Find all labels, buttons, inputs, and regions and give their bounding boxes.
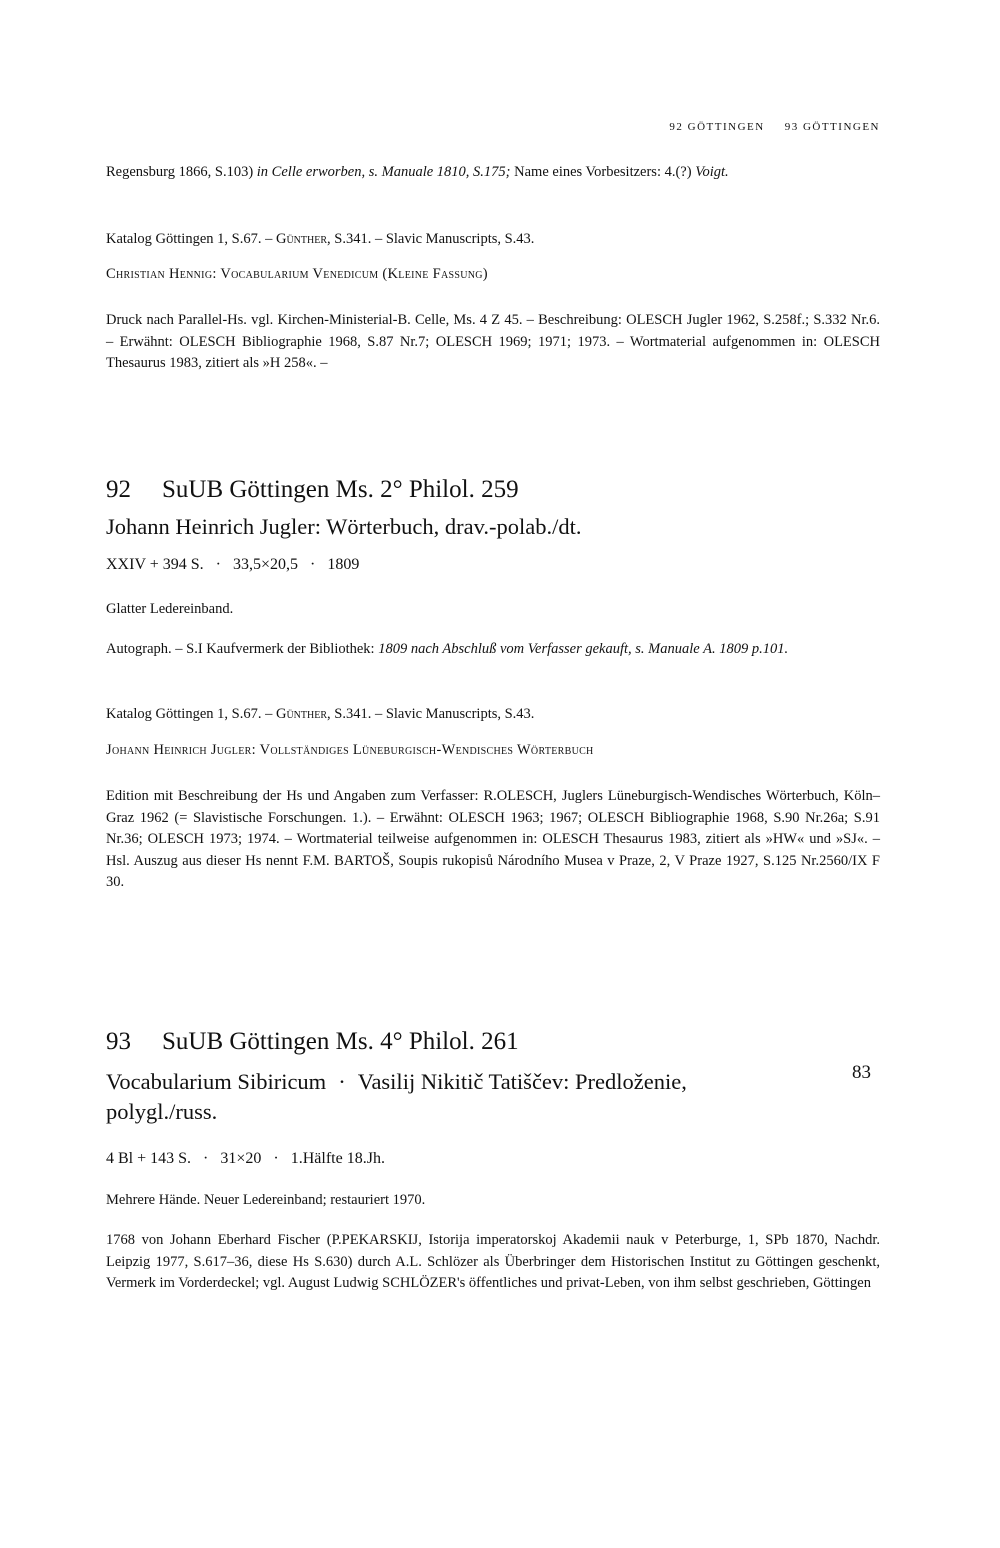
work-details-text: Druck nach Parallel-Hs. vgl. Kirchen-Ministerial-B. Celle, Ms. 4 Z 45. – Beschreibung: OLESCH Jugler 1962, S.258f.; S.332 Nr.6. – Erwähnt: OLESCH Bibliographie 1968, S.87 Nr.7; OLESCH 1969; 1971; 1973. – Wortmaterial aufgenommen in: OLESCH Thesaurus 1983, zitiert als »H 258«. – <box>106 312 880 371</box>
running-head-right: 93 GÖTTINGEN <box>784 121 880 133</box>
entry-date: 1.Hälfte 18.Jh. <box>290 1150 385 1167</box>
note-text: Autograph. – S.I Kaufvermerk der Bibliothek: <box>106 641 375 657</box>
entry-93-binding <box>106 1190 880 1212</box>
entry-92-note <box>106 639 880 661</box>
entry-title-part: Vocabularium Sibiricum <box>106 1069 327 1094</box>
work-details-text: Edition mit Beschreibung der Hs und Angaben zum Verfasser: R.OLESCH, Juglers Lüneburgisch-Wendisches Wörterbuch, Köln–Graz 1962 (= Slavistische Forschungen. 1.). – Erwähnt: OLESCH 1963; 1967; OLESCH Bibliographie 1968, S.90 Nr.26a; S.91 Nr.36; OLESCH 1973; 1974. – Wortmaterial teilweise aufgenommen in: OLESCH Thesaurus 1983, zitiert als »HW« und »SJ«. – Hsl. Auszug aus dieser Hs nennt F.M. BARTOŠ, Soupis rukopisů Národního Musea v Praze, 2, V Praze 1927, S.125 Nr.2560/IX F 30. <box>106 788 880 890</box>
entry-92-details <box>106 786 880 894</box>
catalog-text: Katalog Göttingen 1, S.67. – <box>106 231 273 247</box>
entry-shelfmark: SuUB Göttingen Ms. 2° Philol. 259 <box>162 476 519 503</box>
provenance-start: Regensburg 1866, S.103) <box>106 164 254 180</box>
work-title-text: Christian Hennig: Vocabularium Venedicum (Kleine Fassung) <box>106 266 488 282</box>
work-title <box>106 266 880 283</box>
binding-text: Glatter Ledereinband. <box>106 601 234 617</box>
entry-extent: 4 Bl + 143 S. <box>106 1150 192 1167</box>
entry-92-title <box>106 512 880 542</box>
entry-93-details <box>106 1230 880 1295</box>
catalog-text: Katalog Göttingen 1, S.67. – <box>106 706 273 722</box>
entry-92-work-title <box>106 742 880 759</box>
provenance-end: Name eines Vorbesitzers: 4.(?) <box>514 164 692 180</box>
provenance-italic-2: Voigt. <box>695 164 729 180</box>
entry-title: Johann Heinrich Jugler: Wörterbuch, drav.-polab./dt. <box>106 514 582 539</box>
entry-extent: XXIV + 394 S. <box>106 556 204 573</box>
running-head-left: 92 GÖTTINGEN <box>669 121 765 133</box>
provenance-paragraph <box>106 162 880 184</box>
note-italic: 1809 nach Abschluß vom Verfasser gekauft, s. Manuale A. 1809 p.101. <box>378 641 789 657</box>
binding-text: Mehrere Hände. Neuer Ledereinband; restauriert 1970. <box>106 1192 426 1208</box>
entry-92-physical: XXIV + 394 S. · 33,5×20,5 · 1809 <box>106 556 360 573</box>
entry-92-binding <box>106 599 880 621</box>
entry-title-part: polygl./russ. <box>106 1099 218 1124</box>
entry-size: 31×20 <box>220 1150 262 1167</box>
entry-92-heading <box>106 475 880 505</box>
entry-size: 33,5×20,5 <box>232 556 298 573</box>
entry-shelfmark: SuUB Göttingen Ms. 4° Philol. 261 <box>162 1028 519 1055</box>
work-details-text: 1768 von Johann Eberhard Fischer (P.PEKARSKIJ, Istorija imperatorskoj Akademii nauk v Peterburge, 1, SPb 1870, Nachdr. Leipzig 1977, S.617–36, diese Hs S.630) durch A.L. Schlözer als Überbringer dem Historischen Institut zu Göttingen geschenkt, Vermerk im Vorderdeckel; vgl. August Ludwig SCHLÖZER's öffentliches und privat-Leben, von ihm selbst geschrieben, Göttingen <box>106 1232 880 1291</box>
entry-93-title: Vocabularium Sibiricum · Vasilij Nikitič Tatiščev: Predloženie, polygl./russ. <box>106 1069 687 1124</box>
entry-number: 93 <box>106 1028 131 1055</box>
catalog-text-end: , S.341. – Slavic Manuscripts, S.43. <box>327 706 535 722</box>
entry-number: 92 <box>106 476 131 503</box>
work-title-text: Johann Heinrich Jugler: Vollständiges Lüneburgisch-Wendisches Wörterbuch <box>106 742 594 758</box>
catalog-reference <box>106 229 880 251</box>
entry-title-part: Vasilij Nikitič Tatiščev: Predloženie, <box>357 1069 687 1094</box>
work-details <box>106 310 880 375</box>
catalog-author: Günther <box>275 706 327 722</box>
entry-92-catalog <box>106 704 880 726</box>
catalog-author: Günther <box>275 231 327 247</box>
entry-93-physical: 4 Bl + 143 S. · 31×20 · 1.Hälfte 18.Jh. <box>106 1150 385 1167</box>
running-head <box>669 121 880 133</box>
catalog-text-end: , S.341. – Slavic Manuscripts, S.43. <box>327 231 535 247</box>
provenance-italic: in Celle erworben, s. Manuale 1810, S.175; <box>256 164 511 180</box>
page-number: 83 <box>852 1062 871 1083</box>
entry-93-heading <box>106 1027 880 1057</box>
entry-date: 1809 <box>327 556 360 573</box>
